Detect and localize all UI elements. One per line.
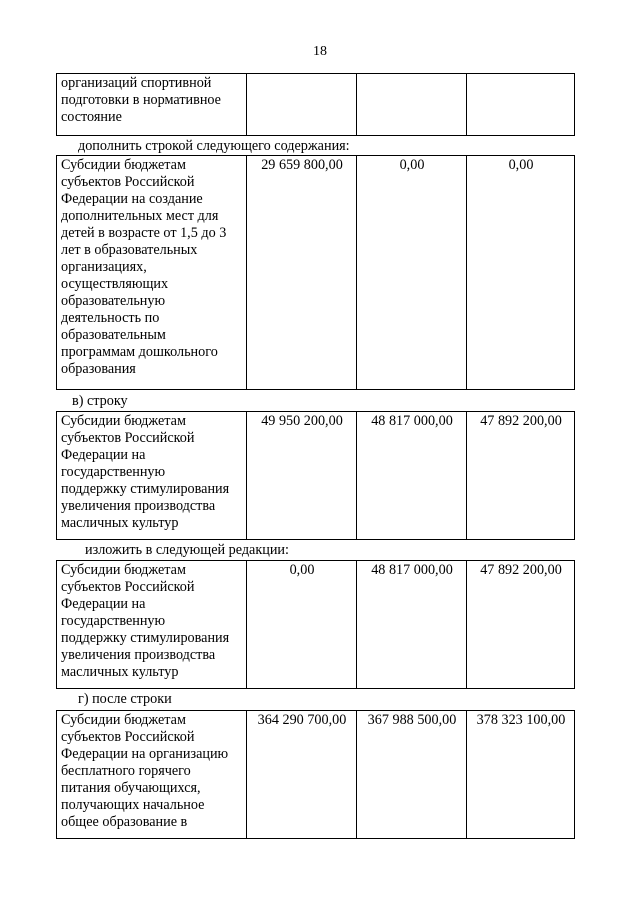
- value-cell-year3: 47 892 200,00: [467, 412, 575, 540]
- description-line: государственную: [61, 613, 166, 629]
- value-cell-year2: [357, 74, 467, 136]
- value-cell-year3: 0,00: [467, 156, 575, 390]
- instruction-add-row: дополнить строкой следующего содержания:: [78, 138, 350, 154]
- description-line: общее образование в: [61, 814, 188, 830]
- description-line: Федерации на создание: [61, 191, 203, 207]
- description-line: детей в возрасте от 1,5 до 3: [61, 225, 227, 241]
- value-cell-year3: 378 323 100,00: [467, 711, 575, 839]
- table-row: [57, 412, 575, 540]
- description-line: субъектов Российской: [61, 174, 195, 190]
- description-line: Субсидии бюджетам: [61, 712, 186, 728]
- description-line: дополнительных мест для: [61, 208, 219, 224]
- description-line: Федерации на: [61, 596, 146, 612]
- description-line: поддержку стимулирования: [61, 481, 230, 497]
- table-edited-row: [56, 560, 575, 689]
- value-cell-year1: 29 659 800,00: [247, 156, 357, 390]
- row-description: [57, 711, 247, 839]
- page-number: 18: [313, 44, 327, 59]
- description-line: образовательную: [61, 293, 166, 309]
- description-line: субъектов Российской: [61, 579, 195, 595]
- table-row: [57, 561, 575, 689]
- table-row: [57, 74, 575, 136]
- table-new-row: [56, 155, 575, 390]
- description-line: деятельность по: [61, 310, 160, 326]
- description-line: Субсидии бюджетам: [61, 157, 186, 173]
- description-line: субъектов Российской: [61, 430, 195, 446]
- instruction-edit: изложить в следующей редакции:: [85, 542, 289, 558]
- instruction-after-row: г) после строки: [78, 691, 172, 707]
- value-cell-year1: 0,00: [247, 561, 357, 689]
- value-cell-year2: 48 817 000,00: [357, 561, 467, 689]
- description-line: Субсидии бюджетам: [61, 413, 186, 429]
- description-line: лет в образовательных: [61, 242, 198, 258]
- row-description: [57, 412, 247, 540]
- description-line: увеличения производства: [61, 647, 216, 663]
- value-cell-year2: 48 817 000,00: [357, 412, 467, 540]
- description-line: получающих начальное: [61, 797, 205, 813]
- table-row: [57, 156, 575, 390]
- description-line: программам дошкольного: [61, 344, 218, 360]
- description-line: Федерации на: [61, 447, 146, 463]
- description-line: масличных культур: [61, 664, 179, 680]
- description-line: образования: [61, 361, 136, 377]
- description-line: субъектов Российской: [61, 729, 195, 745]
- description-line: организаций спортивной: [61, 75, 212, 91]
- description-line: поддержку стимулирования: [61, 630, 230, 646]
- value-cell-year3: [467, 74, 575, 136]
- description-line: состояние: [61, 109, 122, 125]
- description-line: Субсидии бюджетам: [61, 562, 186, 578]
- value-cell-year2: 0,00: [357, 156, 467, 390]
- instruction-row: в) строку: [72, 393, 128, 409]
- description-line: бесплатного горячего: [61, 763, 191, 779]
- description-line: осуществляющих: [61, 276, 169, 292]
- value-cell-year1: 364 290 700,00: [247, 711, 357, 839]
- table-after-row: [56, 710, 575, 839]
- value-cell-year1: 49 950 200,00: [247, 412, 357, 540]
- description-line: организациях,: [61, 259, 147, 275]
- description-line: Федерации на организацию: [61, 746, 229, 762]
- table-fragment-top: [56, 73, 575, 136]
- value-cell-year2: 367 988 500,00: [357, 711, 467, 839]
- description-line: масличных культур: [61, 515, 179, 531]
- description-line: подготовки в нормативное: [61, 92, 221, 108]
- row-description: [57, 74, 247, 136]
- table-row: [57, 711, 575, 839]
- value-cell-year3: 47 892 200,00: [467, 561, 575, 689]
- description-line: увеличения производства: [61, 498, 216, 514]
- description-line: питания обучающихся,: [61, 780, 201, 796]
- row-description: [57, 561, 247, 689]
- description-line: государственную: [61, 464, 166, 480]
- table-old-row: [56, 411, 575, 540]
- description-line: образовательным: [61, 327, 166, 343]
- value-cell-year1: [247, 74, 357, 136]
- row-description: [57, 156, 247, 390]
